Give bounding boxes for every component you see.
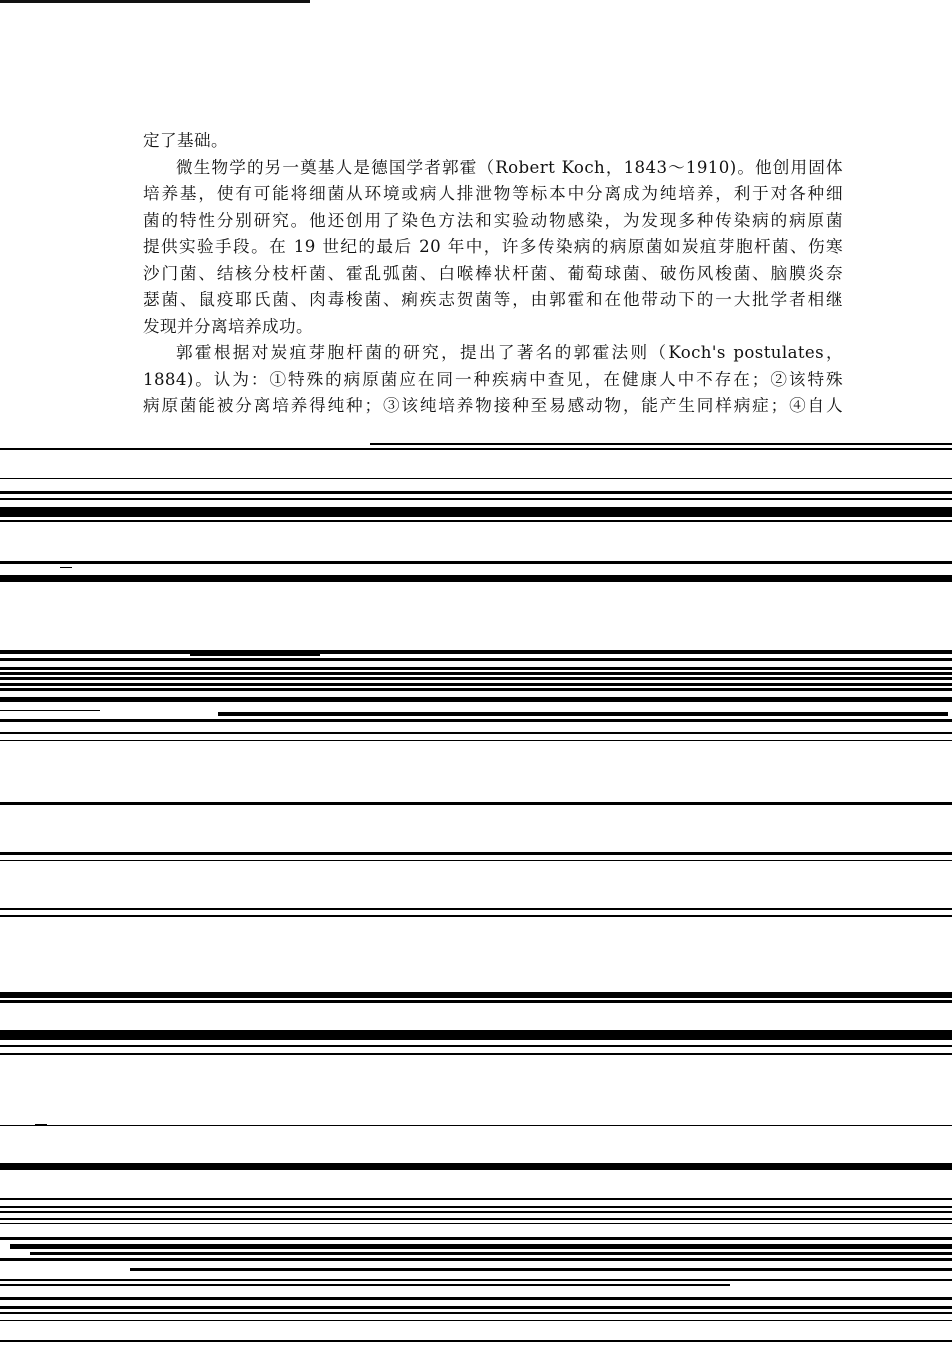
scan-line xyxy=(0,658,952,661)
scan-line xyxy=(0,677,952,680)
scan-line xyxy=(0,1237,952,1240)
scan-line xyxy=(0,1340,952,1342)
paragraph-line: 病原菌能被分离培养得纯种；③该纯培养物接种至易感动物，能产生同样病症；④自人 xyxy=(143,396,843,415)
scan-line xyxy=(0,1284,730,1286)
scan-line xyxy=(0,667,952,670)
paragraph-line: 沙门菌、结核分枝杆菌、霍乱弧菌、白喉棒状杆菌、葡萄球菌、破伤风梭菌、脑膜炎奈 xyxy=(143,263,843,283)
scan-line xyxy=(0,992,952,998)
paragraph-line: 培养基，使有可能将细菌从环境或病人排泄物等标本中分离成为纯培养，利于对各种细 xyxy=(143,184,843,203)
scan-line xyxy=(0,1211,952,1213)
scan-line xyxy=(0,719,952,722)
scan-line xyxy=(0,860,952,861)
scan-line xyxy=(0,491,952,494)
scan-line xyxy=(0,1279,952,1281)
scan-line xyxy=(0,498,952,500)
scan-line xyxy=(0,908,952,910)
scan-line xyxy=(0,1297,952,1300)
scan-line xyxy=(0,697,952,702)
scan-line xyxy=(0,650,952,654)
paragraph-postulates xyxy=(143,340,843,420)
scan-line xyxy=(0,740,952,741)
paragraph-line: 郭霍根据对炭疽芽胞杆菌的研究，提出了著名的郭霍法则（Koch's postulates， xyxy=(176,343,843,362)
scan-line xyxy=(0,575,952,582)
scan-line xyxy=(0,1306,952,1309)
scan-line xyxy=(0,1223,952,1224)
scan-line xyxy=(0,1198,952,1200)
scan-line xyxy=(370,443,952,445)
paragraph-line: 1884)。认为：①特殊的病原菌应在同一种疾病中查见，在健康人中不存在；②该特殊 xyxy=(143,369,843,389)
scan-line xyxy=(0,507,952,517)
paragraph-line: 微生物学的另一奠基人是德国学者郭霍（Robert Koch，1843～1910)。他创用固体 xyxy=(176,157,843,177)
scan-line xyxy=(0,688,952,691)
scan-line xyxy=(130,1268,952,1271)
scan-line xyxy=(35,1124,47,1125)
paragraph-line: 提供实验手段。在 19 世纪的最后 20 年中，许多传染病的病原菌如炭疽芽胞杆菌、伤寒 xyxy=(143,237,843,256)
document-text xyxy=(143,128,843,420)
scan-line xyxy=(0,520,952,522)
scan-line xyxy=(0,915,952,917)
scan-line xyxy=(0,710,100,711)
paragraph-line: 发现并分离培养成功。 xyxy=(143,316,313,336)
scan-line xyxy=(0,478,952,479)
scan-line xyxy=(0,1218,952,1220)
top-scan-rule xyxy=(0,0,310,3)
scan-line xyxy=(218,712,948,716)
scan-line xyxy=(0,1320,952,1321)
scan-line xyxy=(0,732,952,734)
scan-line xyxy=(0,802,952,805)
scan-line xyxy=(0,561,952,564)
paragraph-line: 菌的特性分别研究。他还创用了染色方法和实验动物感染，为发现多种传染病的病原菌 xyxy=(143,210,843,230)
lead-line: 定了基础。 xyxy=(143,131,228,150)
scan-line xyxy=(0,1045,952,1047)
scan-line xyxy=(10,1244,952,1249)
scan-line xyxy=(0,1030,952,1040)
scan-line xyxy=(0,448,952,450)
scan-line xyxy=(0,1312,952,1314)
scan-line xyxy=(30,1252,952,1255)
scan-line xyxy=(0,672,952,675)
scan-line xyxy=(190,654,320,656)
scan-line xyxy=(0,1125,952,1126)
paragraph-koch xyxy=(143,155,843,341)
scan-line xyxy=(0,1206,952,1208)
scan-line xyxy=(60,567,72,568)
scan-line xyxy=(0,1163,952,1170)
scan-line xyxy=(0,852,952,855)
scan-line xyxy=(0,1000,952,1003)
scan-line xyxy=(0,1258,952,1261)
scan-line xyxy=(0,1053,952,1055)
paragraph-line: 瑟菌、鼠疫耶氏菌、肉毒梭菌、痢疾志贺菌等，由郭霍和在他带动下的一大批学者相继 xyxy=(143,290,843,309)
scan-line xyxy=(0,683,952,686)
